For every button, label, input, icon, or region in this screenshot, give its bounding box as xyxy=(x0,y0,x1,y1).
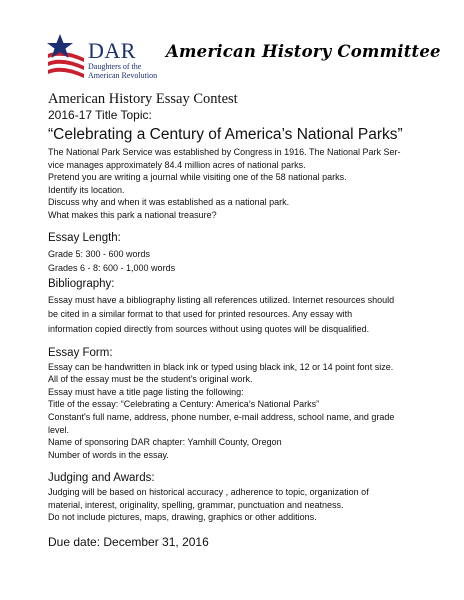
bibliography-line: Essay must have a bibliography listing all references utilized. Internet resources should xyxy=(48,294,395,305)
bibliography-section xyxy=(48,277,438,336)
form-line: Title of the essay: “Celebrating a Century: America’s National Parks” xyxy=(48,399,320,410)
dar-flag-star-icon xyxy=(44,32,90,80)
contest-title: American History Essay Contest xyxy=(48,91,238,107)
intro-line: Identify its location. xyxy=(48,184,125,195)
dar-logo xyxy=(44,32,156,82)
intro-line: vice manages approximately 84.4 million acres of national parks. xyxy=(48,159,306,170)
form-line: Name of sponsoring DAR chapter: Yamhill County, Oregon xyxy=(48,437,282,448)
section-heading: Essay Form: xyxy=(48,346,113,359)
form-line: All of the essay must be the student’s original work. xyxy=(48,374,253,385)
length-section xyxy=(48,231,438,275)
form-line: Essay can be handwritten in black ink or typed using black ink, 12 or 14 point font size. xyxy=(48,361,394,372)
length-line: Grades 6 - 8: 600 - 1,000 words xyxy=(48,263,176,274)
intro-line: What makes this park a national treasure? xyxy=(48,209,217,220)
judging-section xyxy=(48,471,438,524)
bibliography-line: information copied directly from sources without using quotes will be disqualified. xyxy=(48,323,370,334)
judging-line: Judging will be based on historical accuracy , adherence to topic, organization of xyxy=(48,487,369,498)
form-line: level. xyxy=(48,424,70,435)
committee-title: American History Committee xyxy=(166,42,441,61)
section-heading: Judging and Awards: xyxy=(48,472,155,485)
bibliography-line: be cited in a similar format to that used for printed resources. Any essay with xyxy=(48,309,353,320)
form-section xyxy=(48,346,438,462)
logo-text: DAR xyxy=(88,38,136,63)
intro-section xyxy=(48,146,438,222)
document-body xyxy=(48,90,438,550)
intro-line: The National Park Service was established by Congress in 1916. The National Park Ser- xyxy=(48,147,401,157)
form-line: Number of words in the essay. xyxy=(48,449,169,460)
topic-title: “Celebrating a Century of America’s National Parks” xyxy=(48,126,403,143)
logo-subtext: Daughters of the American Revolution xyxy=(88,62,158,80)
section-heading: Bibliography: xyxy=(48,277,115,290)
judging-line: Do not include pictures, maps, drawing, graphics or other additions. xyxy=(48,512,317,523)
form-line: Essay must have a title page listing the following: xyxy=(48,386,244,397)
length-line: Grade 5: 300 - 600 words xyxy=(48,248,151,259)
intro-line: Pretend you are writing a journal while visiting one of the 58 national parks. xyxy=(48,172,347,183)
topic-label: 2016-17 Title Topic: xyxy=(48,108,152,122)
intro-line: Discuss why and when it was established as a national park. xyxy=(48,197,290,208)
due-date: Due date: December 31, 2016 xyxy=(48,535,209,550)
judging-line: material, interest, originality, spelling, grammar, punctuation and neatness. xyxy=(48,499,344,510)
form-line: Constant's full name, address, phone number, e-mail address, school name, and grade xyxy=(48,411,395,422)
section-heading: Essay Length: xyxy=(48,231,121,244)
